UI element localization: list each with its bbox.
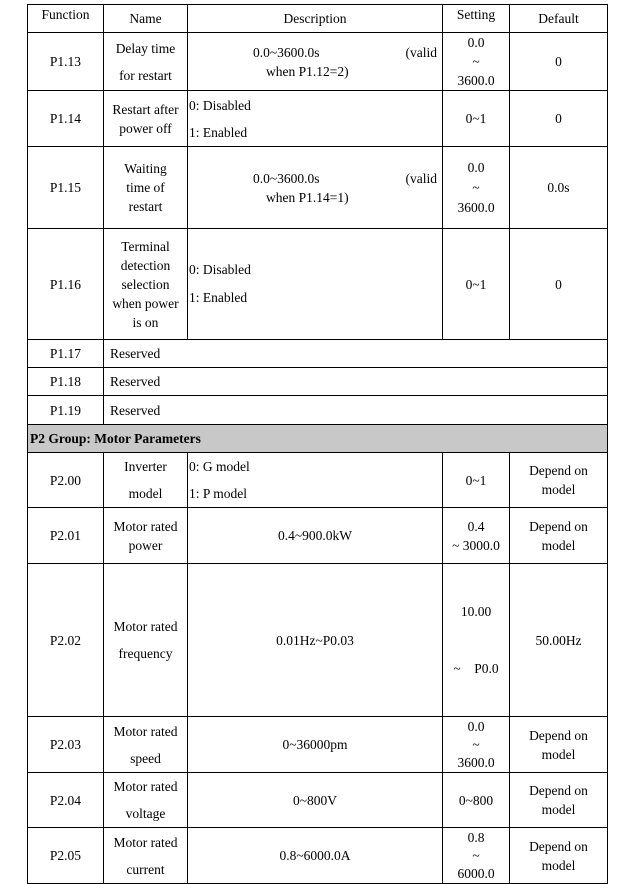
row-setting-range: 0~1: [443, 91, 510, 147]
row-setting-range: 0.0 ~ 3600.0: [443, 717, 510, 773]
row-name: Waiting time of restart: [104, 147, 188, 229]
table-row: [28, 564, 608, 717]
row-description: 0: Disabled 1: Enabled: [188, 91, 443, 147]
row-name: Restart after power off: [104, 91, 188, 147]
row-code: P2.00: [28, 453, 104, 508]
header-function-code: Function: [28, 5, 104, 33]
row-default: Depend on model: [510, 717, 608, 773]
row-description: 0.0~3600.0s (valid when P1.12=2): [188, 33, 443, 91]
header-description: Description: [188, 5, 443, 33]
row-name: Reserved: [104, 368, 608, 396]
row-description: 0: Disabled 1: Enabled: [188, 229, 443, 340]
row-code: P1.16: [28, 229, 104, 340]
table-row: [28, 340, 608, 368]
row-name: Inverter model: [104, 453, 188, 508]
row-name: Motor rated speed: [104, 717, 188, 773]
table-row: [28, 717, 608, 773]
row-description: 0~800V: [188, 773, 443, 828]
row-code: P2.05: [28, 828, 104, 884]
row-description: 0.8~6000.0A: [188, 828, 443, 884]
row-setting-range: 10.00 ~ P0.0: [443, 564, 510, 717]
table-row: [28, 453, 608, 508]
table-row: [28, 773, 608, 828]
row-setting-range: 0.8 ~ 6000.0: [443, 828, 510, 884]
row-code: P1.14: [28, 91, 104, 147]
parameter-table: [27, 4, 608, 884]
table-row: [28, 508, 608, 564]
row-description: 0: G model 1: P model: [188, 453, 443, 508]
row-name: Reserved: [104, 396, 608, 425]
row-description: 0.01Hz~P0.03: [188, 564, 443, 717]
table-row: [28, 147, 608, 229]
row-code: P1.18: [28, 368, 104, 396]
table-header-row: [28, 5, 608, 33]
row-default: Depend on model: [510, 453, 608, 508]
row-code: P2.04: [28, 773, 104, 828]
row-default: Depend on model: [510, 828, 608, 884]
row-code: P2.01: [28, 508, 104, 564]
row-name: Reserved: [104, 340, 608, 368]
row-description: 0~36000pm: [188, 717, 443, 773]
table-row: [28, 91, 608, 147]
row-setting-range: 0.0 ~ 3600.0: [443, 33, 510, 91]
row-default: 0: [510, 33, 608, 91]
row-default: 0.0s: [510, 147, 608, 229]
row-name: Terminal detection selection when power is on: [104, 229, 188, 340]
header-name: Name: [104, 5, 188, 33]
row-setting-range: 0~1: [443, 453, 510, 508]
row-name: Delay time for restart: [104, 33, 188, 91]
row-description: 0.0~3600.0s (valid when P1.14=1): [188, 147, 443, 229]
row-name: Motor rated voltage: [104, 773, 188, 828]
row-code: P1.17: [28, 340, 104, 368]
row-default: 50.00Hz: [510, 564, 608, 717]
header-setting-range: Setting: [443, 5, 510, 33]
header-default: Default: [510, 5, 608, 33]
row-default: Depend on model: [510, 773, 608, 828]
row-default: 0: [510, 91, 608, 147]
row-code: P1.15: [28, 147, 104, 229]
row-setting-range: 0.4 ~ 3000.0: [443, 508, 510, 564]
row-code: P1.13: [28, 33, 104, 91]
group-header-row: [28, 425, 608, 453]
row-setting-range: 0~1: [443, 229, 510, 340]
row-code: P1.19: [28, 396, 104, 425]
row-setting-range: 0~800: [443, 773, 510, 828]
row-name: Motor rated frequency: [104, 564, 188, 717]
row-description: 0.4~900.0kW: [188, 508, 443, 564]
row-name: Motor rated power: [104, 508, 188, 564]
row-default: Depend on model: [510, 508, 608, 564]
table-row: [28, 828, 608, 884]
row-default: 0: [510, 229, 608, 340]
row-code: P2.02: [28, 564, 104, 717]
table-row: [28, 396, 608, 425]
row-code: P2.03: [28, 717, 104, 773]
table-row: [28, 33, 608, 91]
row-name: Motor rated current: [104, 828, 188, 884]
row-setting-range: 0.0 ~ 3600.0: [443, 147, 510, 229]
table-row: [28, 229, 608, 340]
table-row: [28, 368, 608, 396]
group-title: P2 Group: Motor Parameters: [28, 425, 608, 453]
